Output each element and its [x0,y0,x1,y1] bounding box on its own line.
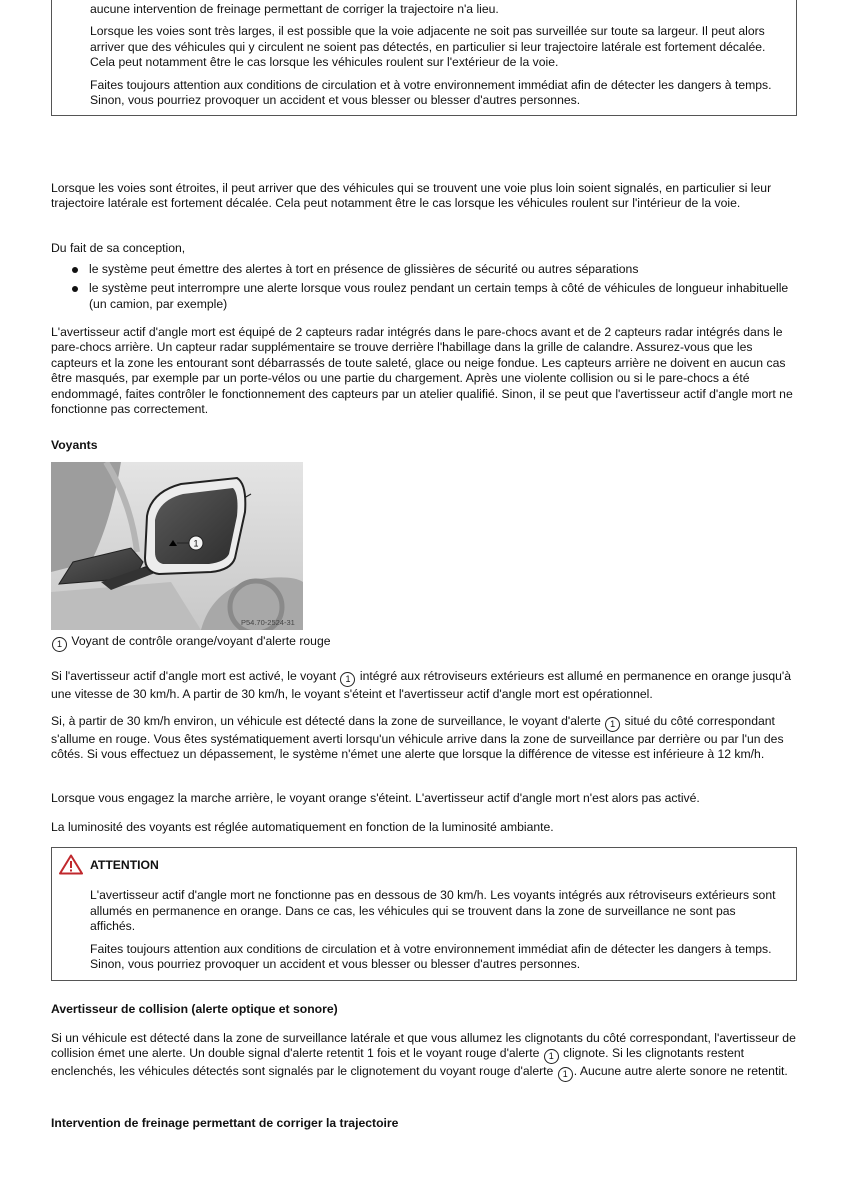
warning-paragraph-wide-lanes: Lorsque les voies sont très larges, il est possible que la voie adjacente ne soit pas surveillée sur toute sa largeur. Il peut alors arriver que des véhicules qui y circulent ne soient pas détectés, en particulier si leur trajectoire latérale est fortement décalée. Cela peut notamment être le cas lorsque les véhicules roulent sur l'extérieur de la voie. [90,24,766,70]
paragraph-sensors: L'avertisseur actif d'angle mort est équipé de 2 capteurs radar intégrés dans le pare-chocs avant et de 2 capteurs radar intégrés dans le pare-chocs arrière. Un capteur radar supplémentaire se trouve derrière l'habillage dans la grille de calandre. Assurez-vous que les capteurs et la zone les entourant sont débarrassés de toute saleté, glace ou neige fondue. Les capteurs arrière ne doivent en aucun cas être masqués, par exemple par un porte-vélos ou une partie du chargement. Après une violente collision ou si le pare-chocs a été endommagé, faites contrôler le fonctionnement des capteurs par un atelier qualifié. Sinon, il se peut que l'avertisseur actif d'angle mort ne fonctionne pas correctement. [51,325,793,417]
callout-1-icon: 1 [558,1067,573,1082]
list-item: le système peut émettre des alertes à tort en présence de glissières de sécurité ou autres séparations [51,262,797,277]
paragraph-reverse: Lorsque vous engagez la marche arrière, le voyant orange s'éteint. L'avertisseur actif d'angle mort n'est alors pas activé. [51,791,700,805]
callout-number: 1 [193,538,199,549]
paragraph-active: Si l'avertisseur actif d'angle mort est activé, le voyant 1 intégré aux rétroviseurs extérieurs est allumé en permanence en orange jusqu'à une vitesse de 30 km/h. A partir de 30 km/h, le voyant s'éteint et l'avertisseur actif d'angle mort est opérationnel. [51,669,792,701]
attention-title: ATTENTION [90,858,159,872]
bullet-icon [72,286,78,292]
warning-line-1: aucune intervention de freinage permettant de corriger la trajectoire n'a lieu. [90,2,499,16]
attention-box [51,847,797,981]
heading-collision: Avertisseur de collision (alerte optique et sonore) [51,1002,338,1016]
attention-paragraph-2: Faites toujours attention aux conditions de circulation et à votre environnement immédiat afin de détecter les dangers à temps. Sinon, vous pourriez provoquer un accident et vous blesser ou blesser d'autres personnes. [90,941,772,972]
limitations-list [51,262,797,316]
heading-brake-intervention: Intervention de freinage permettant de corriger la trajectoire [51,1116,399,1130]
callout-1-icon: 1 [52,637,67,652]
figure-caption: 1 Voyant de contrôle orange/voyant d'alerte rouge [51,634,331,652]
paragraph-detection: Si, à partir de 30 km/h environ, un véhicule est détecté dans la zone de surveillance, le voyant d'alerte 1 situé du côté correspondant s'allume en rouge. Vous êtes systématiquement averti lorsqu'un véhicule arrive dans la zone de surveillance par derrière ou par l'un des côtés. Si vous effectuez un dépassement, le système n'émet une alerte que lorsque la différence de vitesse est inférieure à 12 km/h. [51,714,784,762]
paragraph-brightness: La luminosité des voyants est réglée automatiquement en fonction de la luminosité ambiante. [51,820,554,834]
mirror-illustration [51,462,303,630]
attention-paragraph-1: L'avertisseur actif d'angle mort ne fonctionne pas en dessous de 30 km/h. Les voyants intégrés aux rétroviseurs extérieurs sont allumés en permanence en orange. Dans ce cas, les véhicules qui se trouvent dans la zone de surveillance ne sont pas affichés. [90,888,776,934]
bullet-icon [72,267,78,273]
callout-1-icon: 1 [544,1049,559,1064]
heading-voyants: Voyants [51,438,98,452]
paragraph-collision: Si un véhicule est détecté dans la zone de surveillance latérale et que vous allumez les clignotants du côté correspondant, l'avertisseur de collision émet une alerte. Un double signal d'alerte retentit 1 fois et le voyant rouge d'alerte 1 clignote. Si les clignotants restent enclenchés, les véhicules détectés sont signalés par le clignotement du voyant rouge d'alerte 1 . Aucune autre alerte sonore ne retentit. [51,1031,797,1082]
warning-box-continued [51,0,797,116]
paragraph-narrow-lanes: Lorsque les voies sont étroites, il peut arriver que des véhicules qui se trouvent une voie plus loin soient signalés, en particulier si leur trajectoire latérale est fortement décalée. Cela peut notamment être le cas lorsque les véhicules roulent sur l'intérieur de la voie. [51,181,772,211]
callout-1-icon: 1 [340,672,355,687]
warning-paragraph-attention: Faites toujours attention aux conditions de circulation et à votre environnement immédiat afin de détecter les dangers à temps. Sinon, vous pourriez provoquer un accident et vous blesser ou blesser d'autres personnes. [90,77,772,108]
list-item: le système peut interrompre une alerte lorsque vous roulez pendant un certain temps à côté de véhicules de longueur inhabituelle (un camion, par exemple) [51,281,797,312]
warning-triangle-icon [59,854,83,875]
callout-1-icon: 1 [605,717,620,732]
figure-code: P54.70-2524-31 [241,618,295,627]
paragraph-design: Du fait de sa conception, [51,241,186,255]
mirror-indicator-photo [51,462,303,630]
